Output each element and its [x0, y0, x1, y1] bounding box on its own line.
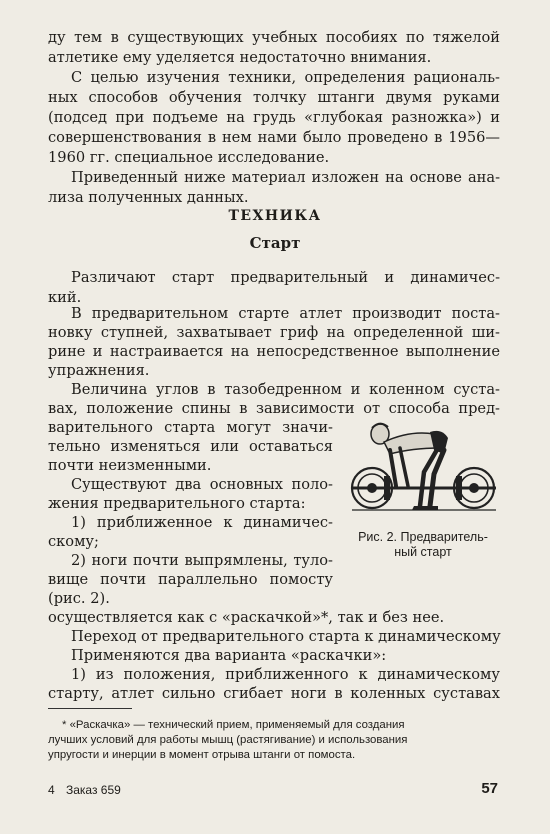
subsection-title: Старт	[249, 234, 301, 252]
text-line: В предварительном старте атлет производит поста-	[71, 305, 500, 322]
signature-mark: 4	[48, 783, 55, 797]
text-line: 1960 гг. специальное исследование.	[48, 149, 330, 166]
text-line: вах, положение спины в зависимости от способа пред-	[48, 400, 500, 417]
text-line: Переход от предварительного старта к динамическому	[71, 628, 501, 645]
text-line: лиза полученных данных.	[48, 189, 249, 206]
text-line: кий.	[48, 289, 82, 306]
text-line: совершенствования в нем нами было проведено в 1956—	[48, 129, 500, 146]
text-line: 2) ноги почти выпрямлены, туло-	[71, 552, 333, 569]
text-line: ду тем в существующих учебных пособиях по тяжелой	[48, 29, 500, 46]
footnote-line: * «Раскачка» — технический прием, применяемый для создания	[62, 719, 405, 731]
text-line: упражнения.	[48, 362, 150, 379]
text-line: жения предварительного старта:	[48, 495, 306, 512]
text-line: (рис. 2).	[48, 590, 110, 607]
weightlifter-illustration	[350, 414, 498, 520]
footnote-divider	[48, 708, 132, 709]
text-line: Приведенный ниже материал изложен на основе ана-	[71, 169, 500, 186]
text-line: осуществляется как с «раскачкой»*, так и без нее.	[48, 609, 445, 626]
text-line: ных способов обучения толчку штанги двумя руками	[48, 89, 500, 106]
text-line: вище почти параллельно помосту	[48, 571, 333, 588]
figure-caption: Рис. 2. Предваритель-	[358, 530, 488, 544]
text-line: Величина углов в тазобедренном и коленном суста-	[71, 381, 500, 398]
page-number: 57	[481, 780, 498, 797]
text-line: почти неизменными.	[48, 457, 212, 474]
text-line: 1) приближенное к динамичес-	[71, 514, 333, 531]
text-line: старту, атлет сильно сгибает ноги в коленных суставах	[48, 685, 500, 702]
figure-caption: ный старт	[394, 545, 452, 559]
text-line: С целью изучения техники, определения рациональ-	[71, 69, 500, 86]
text-line: Применяются два варианта «раскачки»:	[71, 647, 387, 664]
text-line: Различают старт предварительный и динамичес-	[71, 269, 500, 286]
section-title: ТЕХНИКА	[228, 208, 322, 224]
print-order: Заказ 659	[66, 783, 121, 797]
text-line: варительного старта могут значи-	[48, 419, 333, 436]
text-line: 1) из положения, приближенного к динамическому	[71, 666, 500, 683]
text-line: Существуют два основных поло-	[71, 476, 333, 493]
text-line: скому;	[48, 533, 99, 550]
text-line: тельно изменяться или оставаться	[48, 438, 333, 455]
text-line: рине и настраивается на непосредственное выполнение	[48, 343, 500, 360]
text-line: (подсед при подъеме на грудь «глубокая разножка») и	[48, 109, 500, 126]
text-line: атлетике ему уделяется недостаточно внимания.	[48, 49, 432, 66]
footnote-line: лучших условий для работы мышц (растягивание) и использования	[48, 734, 408, 746]
text-line: новку ступней, захватывает гриф на определенной ши-	[48, 324, 500, 341]
footnote-line: упругости и инерции в момент отрыва штанги от помоста.	[48, 749, 356, 761]
